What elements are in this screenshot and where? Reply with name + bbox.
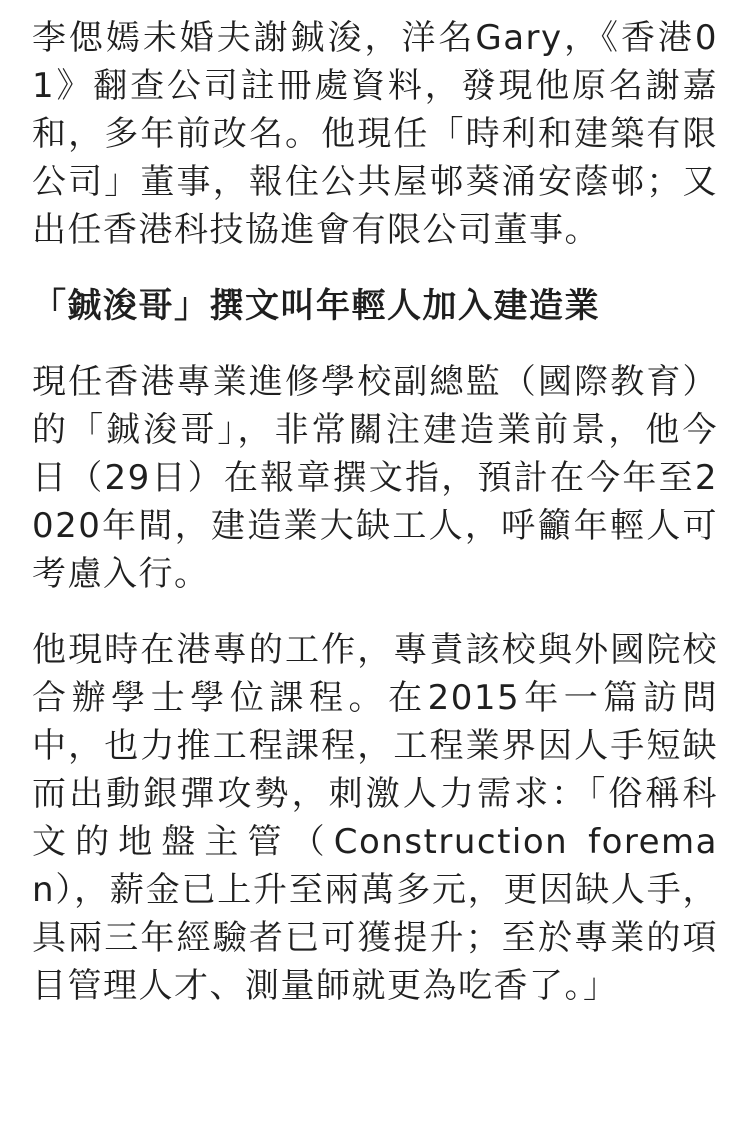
paragraph-work: 他現時在港專的工作，專責該校與外國院校合辦學士學位課程。在2015年一篇訪問中，也力推工程課程，工程業界因人手短缺而出動銀彈攻勢，刺激人力需求：「俗稱科文的地盤主管（Construction foreman），薪金已上升至兩萬多元，更因缺人手，具兩三年經驗者已可獲提升；至於專業的項目管理人才、測量師就更為吃香了。」 [32,630,718,1006]
paragraph-intro: 李偲嫣未婚夫謝鋮浚，洋名Gary，《香港01》翻查公司註冊處資料，發現他原名謝嘉和，多年前改名。他現任「時利和建築有限公司」董事，報住公共屋邨葵涌安蔭邨；又出任香港科技協進會有限公司董事。 [32,18,718,250]
article-body [32,14,718,1038]
paragraph-role: 現任香港專業進修學校副總監（國際教育）的「鋮浚哥」，非常關注建造業前景，他今日（29日）在報章撰文指，預計在今年至2020年間，建造業大缺工人，呼籲年輕人可考慮入行。 [32,362,718,594]
section-heading: 「鋮浚哥」撰文叫年輕人加入建造業 [32,286,600,326]
